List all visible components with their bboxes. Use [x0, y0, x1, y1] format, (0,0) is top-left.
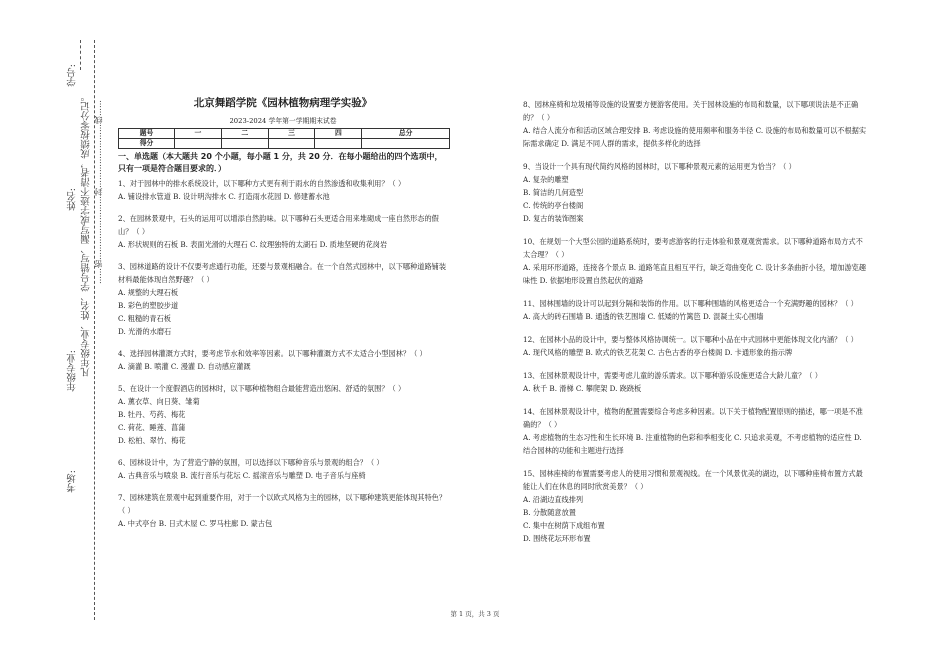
question-item [118, 177, 448, 203]
binding-tick-line [80, 40, 81, 70]
page-footer: 第 1 页，共 3 页 [450, 610, 500, 618]
binding-dashed-line [94, 40, 95, 620]
question-stem: 12、在园林小品的设计中，要与整体风格协调统一。以下哪种小品在中式园林中更能体现文化内涵？（ ） [523, 335, 858, 344]
question-option: A. 现代风格的雕塑 B. 欧式的铁艺花架 C. 古色古香的亭台楼阁 D. 卡通形象的指示牌 [523, 348, 793, 357]
question-option: B. 牡丹、芍药、梅花 [118, 410, 186, 419]
seal-line-text: ……密……………………封……………………线…… [94, 100, 103, 284]
question-stem: 4、选择园林灌溉方式时，要考虑节水和效率等因素。以下哪种灌溉方式不太适合小型园林？（ ） [118, 349, 427, 358]
question-option: A. 沿湖边直线排列 [523, 495, 584, 504]
score-header-cell: 四 [315, 129, 362, 139]
question-option: C. 传统的亭台楼阁 [523, 201, 584, 210]
score-table-header-row [119, 129, 450, 139]
left-question-list [118, 177, 448, 530]
score-table-score-row [119, 139, 450, 149]
question-stem: 2、在园林景观中，石头的运用可以增添自然韵味。以下哪种石头更适合用来堆砌成一座自然形态的假山？（ ） [118, 214, 439, 236]
question-option: A. 复杂的雕塑 [523, 175, 569, 184]
question-option: A. 考虑植物的生态习性和生长环境 B. 注重植物的色彩和季相变化 C. 只追求美观，不考虑植物的适应性 D. 结合园林的功能和主题进行选择 [523, 433, 862, 455]
question-stem: 10、在规划一个大型公园的道路系统时，要考虑游客的行走体验和景观观赏需求。以下哪种道路布局方式不太合理？（ ） [523, 237, 863, 259]
question-item [118, 456, 448, 482]
question-stem: 14、在园林景观设计中，植物的配置需要综合考虑多种因素。以下关于植物配置原则的描述，哪一项是不准确的？（ ） [523, 407, 863, 429]
question-stem: 13、在园林景观设计中，需要考虑儿童的游乐需求。以下哪种游乐设施更适合大龄儿童？（ ） [523, 371, 822, 380]
question-item [118, 382, 448, 447]
question-option: A. 薰衣草、向日葵、雏菊 [118, 397, 200, 406]
score-row-label: 得分 [119, 139, 175, 149]
question-item [523, 405, 868, 457]
question-stem: 1、对于园林中的排水系统设计，以下哪种方式更有利于雨水的自然渗透和收集利用？（ ） [118, 179, 406, 188]
score-cell[interactable] [315, 139, 362, 149]
question-item [523, 467, 868, 545]
question-item [523, 160, 868, 225]
question-stem: 8、园林座椅和垃圾桶等设施的设置要方便游客使用。关于园林设施的布局和数量，以下哪项说法是不正确的？（ ） [523, 100, 859, 122]
question-option: D. 光滑的水磨石 [118, 327, 172, 336]
question-item [118, 347, 448, 373]
question-stem: 9、当设计一个具有现代简约风格的园林时，以下哪种景观元素的运用更为恰当？（ ） [523, 162, 796, 171]
question-option: A. 古典音乐与喷泉 B. 流行音乐与花坛 C. 摇滚音乐与雕塑 D. 电子音乐与座椅 [118, 471, 366, 480]
left-column [118, 96, 448, 530]
question-option: A. 中式亭台 B. 日式木屋 C. 罗马柱廊 D. 蒙古包 [118, 519, 273, 528]
question-option: D. 复古的装饰图案 [523, 214, 584, 223]
score-cell[interactable] [175, 139, 222, 149]
question-item [118, 260, 448, 338]
section-heading: 一、单选题（本大题共 20 个小题，每小题 1 分，共 20 分．在每小题给出的四个选项中，只有一项是符合题目要求的．） [118, 152, 443, 173]
exam-room-label: 考场: [67, 470, 78, 493]
exam-title: 北京舞蹈学院《园林植物病理学实验》 [193, 97, 373, 109]
question-option: A. 铺设排水管道 B. 设计明沟排水 C. 打造雨水花园 D. 修建蓄水池 [118, 192, 330, 201]
question-item [523, 297, 868, 323]
score-header-cell: 三 [268, 129, 315, 139]
question-option: A. 采用环形道路，连接各个景点 B. 道路笔直且相互平行，缺乏弯曲变化 C. 设计多条曲折小径，增加游览趣味性 D. 依据地形设置自然起伏的道路 [523, 263, 867, 285]
student-id-label: 学号: [67, 64, 78, 87]
question-option: A. 结合人流分布和活动区域合理安排 B. 考虑设施的使用频率和服务半径 C. 设施的布局和数量可以不根据实际需求确定 D. 满足不同人群的需求，提供多样化的选择 [523, 126, 867, 148]
question-option: D. 松柏、翠竹、梅花 [118, 436, 186, 445]
question-option: C. 粗糙的青石板 [118, 314, 171, 323]
question-item [118, 491, 448, 530]
score-cell[interactable] [268, 139, 315, 149]
question-option: B. 简洁的几何造型 [523, 188, 584, 197]
question-option: D. 围绕花坛环形布置 [523, 534, 591, 543]
question-option: A. 规整的大理石板 [118, 288, 179, 297]
question-stem: 11、园林围墙的设计可以起到分隔和装饰的作用。以下哪种围墙的风格更适合一个充满野趣的园林？（ ） [523, 299, 858, 308]
question-option: A. 秋千 B. 滑梯 C. 攀爬架 D. 跷跷板 [523, 384, 642, 393]
question-option: A. 形状规则的石板 B. 表面光滑的大理石 C. 纹理独特的太湖石 D. 质地坚硬的花岗岩 [118, 240, 388, 249]
score-cell[interactable] [221, 139, 268, 149]
question-item [523, 98, 868, 150]
score-header-cell: 题号 [119, 129, 175, 139]
score-cell[interactable] [362, 139, 450, 149]
notice-text: 凡年级专业、姓名、学号错写、漏写或字迹不清者，成绩按零分记。 [81, 92, 92, 377]
name-label: 姓名: [67, 188, 78, 211]
question-stem: 6、园林设计中，为了营造宁静的氛围，可以选择以下哪种音乐与景观的组合？（ ） [118, 458, 384, 467]
question-option: C. 集中在树荫下成组布置 [523, 521, 605, 530]
grade-major-label: 年级专业: [67, 350, 78, 392]
question-option: A. 高大的砖石围墙 B. 通透的铁艺围墙 C. 低矮的竹篱笆 D. 混凝土实心围墙 [523, 312, 764, 321]
question-item [118, 212, 448, 251]
question-option: A. 滴灌 B. 喷灌 C. 漫灌 D. 自动感应灌溉 [118, 362, 251, 371]
question-stem: 5、在设计一个度假酒店的园林时，以下哪种植物组合最能营造出悠闲、舒适的氛围？（ ） [118, 384, 406, 393]
right-column [523, 96, 868, 545]
question-item [523, 333, 868, 359]
question-item [523, 369, 868, 395]
question-stem: 7、园林建筑在景观中起到重要作用，对于一个以欧式风格为主的园林，以下哪种建筑更能体现其特色？（ ） [118, 493, 447, 515]
question-stem: 3、园林道路的设计不仅要考虑通行功能，还要与景观相融合。在一个自然式园林中，以下哪种道路铺装材料最能体现自然野趣？（ ） [118, 262, 447, 284]
exam-subtitle: 2023-2024 学年第一学期期末试卷 [229, 117, 337, 125]
question-item [523, 235, 868, 287]
score-table [118, 128, 450, 149]
question-option: C. 荷花、睡莲、菖蒲 [118, 423, 186, 432]
question-option: B. 分散随意放置 [523, 508, 576, 517]
score-header-cell: 二 [221, 129, 268, 139]
score-header-cell: 总分 [362, 129, 450, 139]
question-option: B. 彩色的塑胶步道 [118, 301, 179, 310]
score-header-cell: 一 [175, 129, 222, 139]
question-stem: 15、园林座椅的布置需要考虑人的使用习惯和景观视线。在一个风景优美的湖边，以下哪种座椅布置方式最能让人们在休息的同时欣赏美景？（ ） [523, 469, 863, 491]
right-question-list [523, 98, 868, 545]
